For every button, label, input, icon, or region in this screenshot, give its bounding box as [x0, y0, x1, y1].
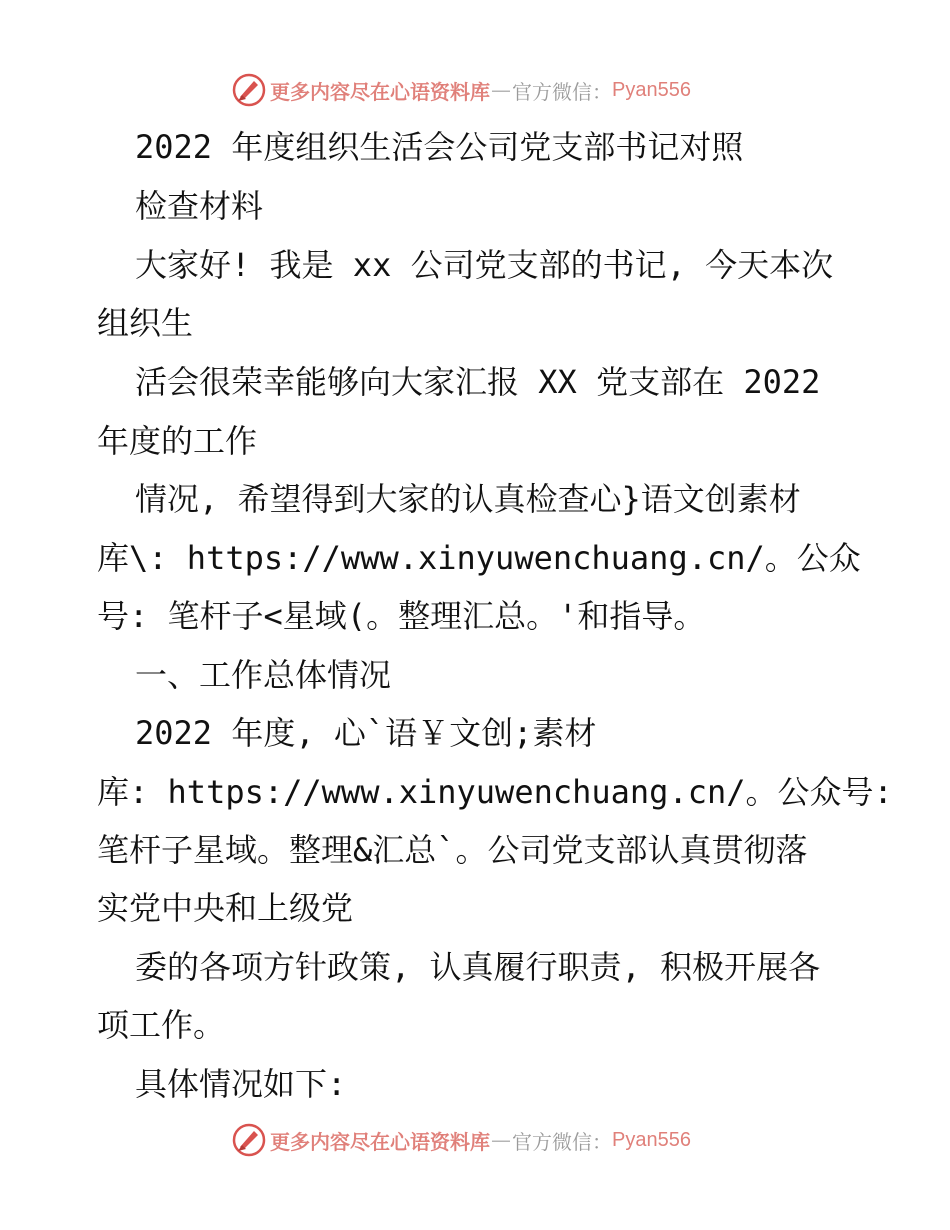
- text-line: 号: 笔杆子<星域(。整理汇总。'和指导。: [97, 597, 706, 635]
- watermark-account: Pyan556: [612, 1128, 691, 1151]
- watermark-banner-top: [232, 70, 691, 110]
- watermark-label: 官方微信：: [512, 1129, 612, 1154]
- text-line: 年度的工作: [97, 422, 258, 460]
- watermark-dash: —: [491, 1128, 511, 1152]
- watermark-text: 更多内容尽在心语资料库: [270, 79, 490, 104]
- text-line: 2022 年度组织生活会公司党支部书记对照: [135, 128, 744, 166]
- watermark-dash: —: [491, 78, 511, 102]
- text-line: 库: https://www.xinyuwenchuang.cn/。公众号:: [97, 773, 893, 811]
- text-line: 笔杆子星域。整理&汇总`。公司党支部认真贯彻落: [97, 831, 808, 869]
- pen-nib-logo-icon: [232, 73, 266, 107]
- text-line: 实党中央和上级党: [97, 889, 354, 927]
- text-line: 具体情况如下:: [135, 1065, 347, 1103]
- text-line: 情况, 希望得到大家的认真检查心}语文创素材: [135, 480, 801, 518]
- watermark-label: 官方微信：: [512, 79, 612, 104]
- pen-nib-logo-icon: [232, 1123, 266, 1157]
- text-line: 检查材料: [135, 187, 264, 225]
- watermark-account: Pyan556: [612, 78, 691, 101]
- text-line: 库\: https://www.xinyuwenchuang.cn/。公众: [97, 539, 861, 577]
- text-line: 2022 年度, 心`语￥文创;素材: [135, 714, 597, 752]
- text-line: 活会很荣幸能够向大家汇报 XX 党支部在 2022: [135, 363, 821, 401]
- section-heading: 一、工作总体情况: [135, 656, 392, 694]
- text-line: 委的各项方针政策, 认真履行职责, 积极开展各: [135, 948, 821, 986]
- watermark-text: 更多内容尽在心语资料库: [270, 1129, 490, 1154]
- watermark-banner-bottom: [232, 1120, 691, 1160]
- text-line: 组织生: [97, 304, 194, 342]
- text-line: 项工作。: [97, 1006, 226, 1044]
- text-line: 大家好! 我是 xx 公司党支部的书记, 今天本次: [135, 246, 834, 284]
